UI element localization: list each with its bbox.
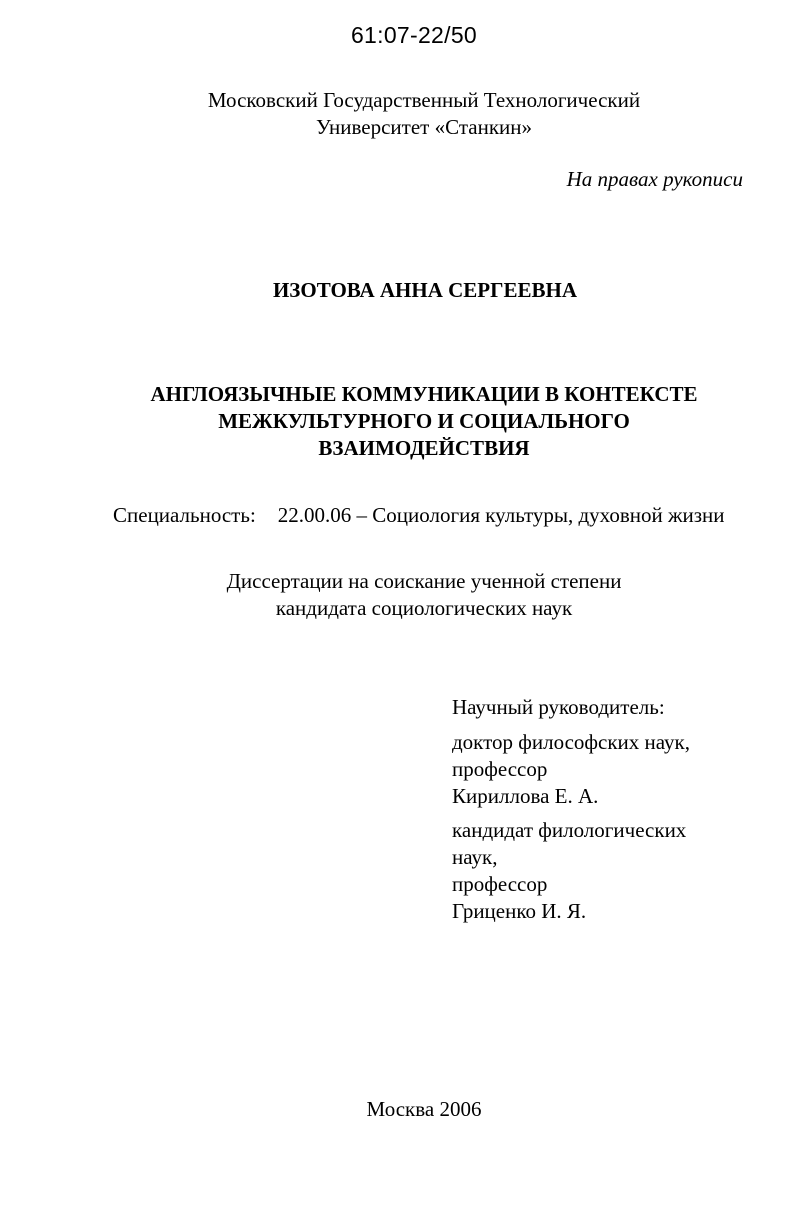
dissertation-title — [0, 381, 798, 462]
title-line-3: ВЗАИМОДЕЙСТВИЯ — [318, 436, 530, 460]
supervisor-second-name: Гриценко И. Я. — [452, 899, 587, 923]
supervisor-second-title: профессор — [452, 872, 548, 896]
manuscript-note: На правах рукописи — [566, 167, 743, 191]
degree-statement — [0, 568, 798, 622]
supervisor-second — [452, 817, 752, 925]
catalog-stamp: 61:07-22/50 — [350, 22, 478, 48]
supervisor-second-degree-1: кандидат филологических — [452, 818, 687, 842]
supervisor-first — [452, 729, 752, 810]
degree-line-1: Диссертации на соискание ученной степени — [226, 569, 622, 593]
supervisor-first-name: Кириллова Е. А. — [452, 784, 599, 808]
university-line-2: Университет «Станкин» — [316, 115, 532, 139]
author-name: ИЗОТОВА АННА СЕРГЕЕВНА — [272, 278, 578, 302]
degree-line-2: кандидата социологических наук — [275, 596, 573, 620]
supervisor-second-degree-2: наук, — [452, 845, 498, 869]
university-name — [0, 87, 798, 141]
supervisor-first-title: профессор — [452, 757, 548, 781]
supervisors-heading: Научный руководитель: — [452, 695, 665, 719]
title-line-2: МЕЖКУЛЬТУРНОГО И СОЦИАЛЬНОГО — [218, 409, 630, 433]
specialty-label: Специальность: — [113, 503, 256, 527]
city-year: Москва 2006 — [366, 1097, 482, 1121]
specialty — [113, 503, 725, 528]
title-line-1: АНГЛОЯЗЫЧНЫЕ КОММУНИКАЦИИ В КОНТЕКСТЕ — [150, 382, 698, 406]
supervisors-block — [452, 694, 752, 932]
university-line-1: Московский Государственный Технологический — [207, 88, 641, 112]
supervisor-first-degree: доктор философских наук, — [452, 730, 690, 754]
specialty-value: 22.00.06 – Социология культуры, духовной жизни — [277, 503, 725, 527]
